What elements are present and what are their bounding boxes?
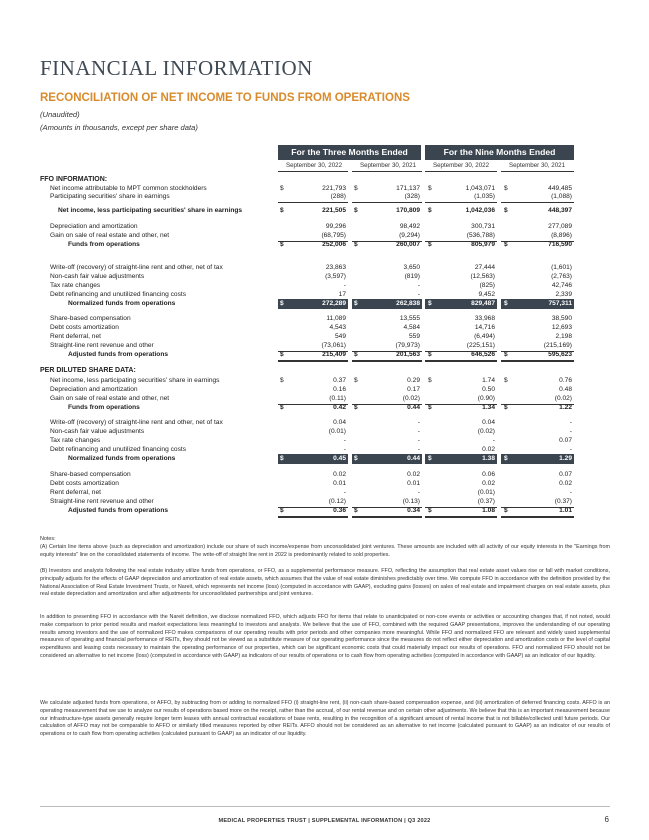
col-header-2: September 30, 2021 — [359, 162, 417, 169]
total-double-rule — [352, 516, 422, 518]
row-label: Adjusted funds from operations — [68, 351, 169, 358]
table-cell: 757,311 — [548, 300, 572, 307]
table-cell: - — [417, 489, 420, 496]
table-cell: 171,137 — [396, 185, 420, 192]
table-cell: 1.29 — [559, 455, 572, 462]
dollar-sign: $ — [428, 241, 432, 248]
table-cell: - — [343, 437, 346, 444]
subtotal-rule — [352, 202, 422, 203]
table-cell: 300,731 — [471, 223, 495, 230]
table-cell: 1.22 — [559, 404, 572, 411]
table-cell: 4,584 — [403, 324, 420, 331]
dollar-sign: $ — [354, 207, 358, 214]
table-cell: 4,543 — [329, 324, 346, 331]
note-a: (A) Certain line items above (such as depreciation and amortization) include our share of such income/expense from unconsolidated joint ventures. These amounts are included with all activity of our equity interests in the "Earnings from equity interests" line on the consolidated statements of income. The write-off of straight line rent in 2022 is predominantly related to sold properties. — [40, 544, 610, 558]
table-cell: (819) — [404, 273, 420, 280]
dollar-sign: $ — [354, 300, 358, 307]
table-cell: 277,089 — [548, 223, 572, 230]
table-cell: (0.01) — [328, 428, 346, 435]
row-label: FFO INFORMATION: — [40, 176, 108, 183]
table-cell: 262,838 — [396, 300, 420, 307]
row-label: Gain on sale of real estate and other, net — [50, 395, 170, 402]
table-cell: 805,979 — [471, 241, 495, 248]
table-cell: 3,650 — [403, 264, 420, 271]
table-cell: 595,623 — [548, 351, 572, 358]
row-label: Adjusted funds from operations — [68, 507, 169, 514]
table-cell: 1.34 — [482, 404, 495, 411]
dollar-sign: $ — [280, 351, 284, 358]
table-cell: 0.44 — [407, 455, 420, 462]
row-label: Tax rate changes — [50, 437, 101, 444]
table-cell: (0.12) — [328, 498, 346, 505]
row-label: Rent deferral, net — [50, 489, 101, 496]
table-cell: 201,563 — [396, 351, 420, 358]
table-cell: (0.02) — [402, 395, 420, 402]
page-title: FINANCIAL INFORMATION — [40, 56, 313, 80]
table-cell: 0.42 — [333, 404, 346, 411]
table-cell: (9,294) — [399, 232, 420, 239]
table-cell: (0.37) — [477, 498, 495, 505]
dollar-sign: $ — [428, 207, 432, 214]
table-cell: 448,397 — [548, 207, 572, 214]
dollar-sign: $ — [428, 507, 432, 514]
dollar-sign: $ — [504, 241, 508, 248]
table-cell: 0.02 — [559, 480, 572, 487]
table-cell: 0.50 — [482, 386, 495, 393]
table-cell: 215,409 — [322, 351, 346, 358]
table-cell: 99,296 — [325, 223, 346, 230]
subtotal-rule — [501, 202, 574, 203]
row-label: Normalized funds from operations — [68, 300, 176, 307]
row-label: Net income attributable to MPT common stockholders — [50, 185, 207, 192]
table-cell: - — [492, 437, 495, 444]
dollar-sign: $ — [354, 185, 358, 192]
note-d: We calculate adjusted funds from operations, or AFFO, by subtracting from or adding to normalized FFO (i) straight-line rent, (ii) non-cash share-based compensation expense, and (iii) amortization of deferred financing costs. AFFO is an operating measurement that we use to analyze our results of operations based more on the receipt, rather than the accrual, of our rental revenue and on certain other adjustments. We believe that this is an important measurement because our infrastructure-type assets generally require longer term leases with annual contractual escalations of base rents, resulting in the recognition of a significant amount of rental income that is not billable/collected until future periods. Our calculation of AFFO may not be comparable to AFFO or similarly titled measures reported by other REITs. AFFO should not be considered as an alternative to net income (calculated pursuant to GAAP) as an indicator of our results of operations or to cash flow from operating activities (calculated pursuant to GAAP) as an indicator of our liquidity. — [40, 700, 610, 738]
table-cell: 0.36 — [333, 507, 346, 514]
note-c: In addition to presenting FFO in accordance with the Nareit definition, we disclose normalized FFO, which adjusts FFO for items that relate to unanticipated or non-core events or activities or accounting changes that, if not noted, would make comparison to prior period results and market expectations less meaningful to investors and analysts. We believe that the use of FFO, combined with the required GAAP presentations, improves the understanding of our operating results among investors and the use of normalized FFO makes comparisons of our operating results with prior periods and other companies more meaningful. While FFO and normalized FFO are relevant and widely used supplemental measures of operating and financial performance of REITs, they should not be viewed as a substitute measure of our operating performance since the measures do not reflect either depreciation and amortization costs or the level of capital expenditures and leasing costs necessary to maintain the operating performance of our properties, which can be significant economic costs that could materially impact our results of operations. FFO and normalized FFO should not be considered an alternative to net income (loss) (computed in accordance with GAAP) as indicators of our results of operations or to cash flow from operating activities (computed in accordance with GAAP) as an indicator of our liquidity. — [40, 614, 610, 659]
total-double-rule — [425, 516, 497, 518]
table-cell: 260,007 — [396, 241, 420, 248]
table-cell: (536,788) — [466, 232, 495, 239]
table-cell: 0.02 — [333, 471, 346, 478]
table-cell: (0.11) — [329, 395, 346, 402]
table-cell: 0.76 — [559, 377, 572, 384]
table-cell: - — [569, 428, 572, 435]
col-header-4: September 30, 2021 — [508, 162, 566, 169]
dollar-sign: $ — [280, 207, 284, 214]
table-cell: 0.16 — [333, 386, 346, 393]
table-cell: (12,563) — [470, 273, 495, 280]
table-cell: 0.17 — [407, 386, 420, 393]
table-cell: 1.74 — [482, 377, 495, 384]
subtotal-rule — [278, 202, 348, 203]
table-cell: (3,597) — [325, 273, 346, 280]
row-label: Non-cash fair value adjustments — [50, 428, 145, 435]
total-double-rule — [501, 360, 574, 362]
table-cell: - — [417, 419, 420, 426]
table-cell: (0.02) — [554, 395, 572, 402]
col-header-rule — [352, 171, 422, 172]
dollar-sign: $ — [428, 351, 432, 358]
dollar-sign: $ — [280, 404, 284, 411]
table-cell: 1.01 — [559, 507, 572, 514]
total-double-rule — [501, 516, 574, 518]
table-cell: 9,452 — [478, 291, 495, 298]
table-cell: 0.29 — [407, 377, 420, 384]
table-cell: 1,043,071 — [465, 185, 495, 192]
table-cell: (0.13) — [402, 498, 420, 505]
row-label: PER DILUTED SHARE DATA: — [40, 367, 136, 374]
table-cell: 0.06 — [482, 471, 495, 478]
row-label: Gain on sale of real estate and other, net — [50, 232, 170, 239]
table-cell: 716,590 — [548, 241, 572, 248]
row-label: Participating securities' share in earnings — [50, 193, 170, 200]
table-cell: 1.38 — [482, 455, 495, 462]
dollar-sign: $ — [428, 185, 432, 192]
table-cell: (1,601) — [551, 264, 572, 271]
table-cell: 221,505 — [322, 207, 346, 214]
total-double-rule — [278, 516, 348, 518]
nine-months-header: For the Nine Months Ended — [425, 145, 574, 160]
dollar-sign: $ — [354, 507, 358, 514]
table-cell: (6,494) — [474, 333, 495, 340]
dollar-sign: $ — [354, 455, 358, 462]
notes-heading: Notes: — [40, 536, 56, 542]
table-cell: (1,035) — [474, 193, 495, 200]
row-label: Straight-line rent revenue and other — [50, 342, 154, 349]
row-label: Net income, less participating securities' share in earnings — [50, 377, 220, 384]
table-cell: (215,169) — [543, 342, 572, 349]
row-label: Share-based compensation — [50, 315, 131, 322]
row-label: Straight-line rent revenue and other — [50, 498, 154, 505]
table-cell: (0.01) — [477, 489, 495, 496]
dollar-sign: $ — [354, 351, 358, 358]
section-title: RECONCILIATION OF NET INCOME TO FUNDS FROM OPERATIONS — [40, 92, 410, 104]
col-header-rule — [501, 171, 574, 172]
subtotal-rule — [425, 202, 497, 203]
table-cell: (328) — [404, 193, 420, 200]
table-cell: 2,339 — [555, 291, 572, 298]
table-cell: 0.02 — [407, 471, 420, 478]
table-cell: 0.04 — [333, 419, 346, 426]
row-label: Normalized funds from operations — [68, 455, 176, 462]
col-header-1: September 30, 2022 — [285, 162, 343, 169]
table-cell: 549 — [334, 333, 346, 340]
table-cell: 0.45 — [333, 455, 346, 462]
dollar-sign: $ — [280, 507, 284, 514]
row-label: Funds from operations — [68, 241, 140, 248]
row-label: Debt costs amortization — [50, 324, 119, 331]
table-cell: (8,896) — [551, 232, 572, 239]
table-cell: 449,485 — [548, 185, 572, 192]
row-label: Share-based compensation — [50, 471, 131, 478]
table-cell: - — [417, 437, 420, 444]
table-cell: (73,061) — [321, 342, 346, 349]
table-cell: 12,693 — [551, 324, 572, 331]
table-cell: 646,526 — [471, 351, 495, 358]
dollar-sign: $ — [428, 300, 432, 307]
table-cell: 0.02 — [482, 446, 495, 453]
col-header-rule — [425, 171, 497, 172]
table-cell: 33,968 — [474, 315, 495, 322]
table-cell: 23,863 — [325, 264, 346, 271]
table-cell: (0.02) — [477, 428, 495, 435]
row-label: Write-off (recovery) of straight-line rent and other, net of tax — [50, 264, 223, 271]
row-label: Depreciation and amortization — [50, 386, 138, 393]
table-cell: (225,151) — [466, 342, 495, 349]
dollar-sign: $ — [504, 207, 508, 214]
table-cell: - — [417, 291, 420, 298]
table-cell: 13,555 — [399, 315, 420, 322]
table-cell: 0.48 — [559, 386, 572, 393]
table-cell: 0.04 — [482, 419, 495, 426]
unaudited-label: (Unaudited) — [40, 110, 80, 119]
three-months-header: For the Three Months Ended — [278, 145, 421, 160]
dollar-sign: $ — [280, 377, 284, 384]
table-cell: 0.02 — [482, 480, 495, 487]
table-cell: 1,042,036 — [465, 207, 495, 214]
row-label: Net income, less participating securities' share in earnings — [58, 207, 243, 214]
table-cell: - — [569, 489, 572, 496]
table-cell: (0.90) — [477, 395, 495, 402]
dollar-sign: $ — [428, 455, 432, 462]
footer: MEDICAL PROPERTIES TRUST | SUPPLEMENTAL INFORMATION | Q3 2022 — [218, 818, 431, 824]
table-cell: - — [343, 446, 346, 453]
footer-rule — [40, 806, 610, 807]
table-cell: 272,289 — [322, 300, 346, 307]
dollar-sign: $ — [504, 455, 508, 462]
table-cell: 42,746 — [551, 282, 572, 289]
table-cell: (825) — [479, 282, 495, 289]
dollar-sign: $ — [354, 377, 358, 384]
table-cell: 14,716 — [474, 324, 495, 331]
table-cell: 1.08 — [482, 507, 495, 514]
col-header-rule — [278, 171, 348, 172]
table-cell: (79,973) — [395, 342, 420, 349]
table-cell: (288) — [330, 193, 346, 200]
table-cell: - — [343, 282, 346, 289]
dollar-sign: $ — [504, 185, 508, 192]
dollar-sign: $ — [280, 241, 284, 248]
row-label: Write-off (recovery) of straight-line rent and other, net of tax — [50, 419, 223, 426]
table-cell: 0.07 — [559, 471, 572, 478]
table-cell: 38,590 — [551, 315, 572, 322]
page-number: 6 — [604, 815, 609, 824]
dollar-sign: $ — [428, 404, 432, 411]
dollar-sign: $ — [428, 377, 432, 384]
total-double-rule — [352, 360, 422, 362]
dollar-sign: $ — [504, 377, 508, 384]
table-cell: - — [569, 419, 572, 426]
table-cell: - — [417, 428, 420, 435]
row-label: Depreciation and amortization — [50, 223, 138, 230]
table-cell: 11,089 — [326, 315, 346, 322]
dollar-sign: $ — [504, 300, 508, 307]
dollar-sign: $ — [280, 455, 284, 462]
table-cell: 0.34 — [407, 507, 420, 514]
table-cell: (0.37) — [554, 498, 572, 505]
table-cell: - — [417, 446, 420, 453]
note-b: (B) Investors and analysts following the real estate industry utilize funds from operations, or FFO, as a supplemental performance measure. FFO, reflecting the assumption that real estate asset values rise or fall with market conditions, principally adjusts for the effects of GAAP depreciation and amortization of real estate assets, which assumes that the value of real estate diminishes predictably over time. We compute FFO in accordance with the definition provided by the National Association of Real Estate Investment Trusts, or Nareit, which represents net income (loss) (computed in accordance with GAAP), excluding gains (losses) on sales of real estate and impairment charges on real estate assets, plus real estate depreciation and amortization and after adjustments for unconsolidated partnerships and joint ventures. — [40, 568, 610, 598]
table-cell: 0.01 — [333, 480, 346, 487]
dollar-sign: $ — [504, 507, 508, 514]
table-cell: - — [569, 446, 572, 453]
amounts-note: (Amounts in thousands, except per share data) — [40, 123, 198, 132]
row-label: Debt refinancing and unutilized financing costs — [50, 291, 186, 298]
row-label: Rent deferral, net — [50, 333, 101, 340]
dollar-sign: $ — [280, 300, 284, 307]
table-cell: 221,793 — [322, 185, 346, 192]
total-double-rule — [278, 360, 348, 362]
table-cell: (68,795) — [321, 232, 346, 239]
table-cell: (2,763) — [551, 273, 572, 280]
table-cell: 0.44 — [407, 404, 420, 411]
total-double-rule — [425, 360, 497, 362]
table-cell: 2,198 — [555, 333, 572, 340]
table-cell: 0.01 — [407, 480, 420, 487]
row-label: Funds from operations — [68, 404, 140, 411]
dollar-sign: $ — [504, 404, 508, 411]
table-cell: 170,809 — [396, 207, 420, 214]
dollar-sign: $ — [504, 351, 508, 358]
row-label: Debt costs amortization — [50, 480, 119, 487]
table-cell: 0.37 — [333, 377, 346, 384]
row-label: Tax rate changes — [50, 282, 101, 289]
table-cell: 0.07 — [559, 437, 572, 444]
dollar-sign: $ — [280, 185, 284, 192]
dollar-sign: $ — [354, 241, 358, 248]
row-label: Debt refinancing and unutilized financing costs — [50, 446, 186, 453]
table-cell: (1,088) — [551, 193, 572, 200]
table-cell: 559 — [408, 333, 420, 340]
table-cell: 27,444 — [474, 264, 495, 271]
table-cell: - — [417, 282, 420, 289]
row-label: Non-cash fair value adjustments — [50, 273, 145, 280]
table-cell: 252,006 — [322, 241, 346, 248]
table-cell: 17 — [338, 291, 346, 298]
col-header-3: September 30, 2022 — [432, 162, 490, 169]
table-cell: 98,492 — [399, 223, 420, 230]
dollar-sign: $ — [354, 404, 358, 411]
table-cell: 829,487 — [471, 300, 495, 307]
table-cell: - — [343, 489, 346, 496]
